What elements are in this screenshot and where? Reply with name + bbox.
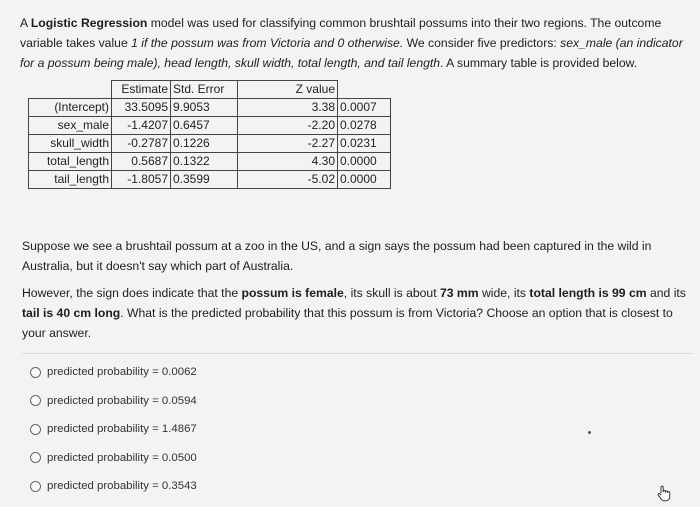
answer-option[interactable]	[30, 387, 197, 416]
option-label: predicted probability = 0.0500	[47, 451, 197, 464]
table-row: total_length 0.5687 0.1322 4.30 0.0000	[29, 153, 391, 171]
radio-button[interactable]	[30, 424, 41, 435]
header-estimate: Estimate	[112, 81, 171, 99]
divider	[22, 353, 694, 354]
answer-option[interactable]	[30, 358, 197, 387]
option-label: predicted probability = 0.3543	[47, 480, 197, 493]
answer-options	[30, 358, 197, 501]
hand-cursor-icon	[655, 484, 673, 502]
summary-table	[28, 80, 391, 189]
answer-option[interactable]	[30, 444, 197, 473]
table-row: sex_male -1.4207 0.6457 -2.20 0.0278	[29, 117, 391, 135]
table-row: (Intercept) 33.5095 9.9053 3.38 0.0007	[29, 99, 391, 117]
question-paragraph: However, the sign does indicate that the possum is female, its skull is about 73 mm wide, its total length is 99 cm and its tail is 40 cm long. What is the predicted probability that this possum is from Victoria? Choose an option that is closest to your answer.	[22, 286, 686, 340]
model-name: Logistic Regression	[30, 16, 148, 30]
scenario-paragraph: Suppose we see a brushtail possum at a zoo in the US, and a sign says the possum had been captured in the wild in Australia, but it doesn't say which part of Australia.	[22, 239, 652, 273]
answer-option[interactable]	[30, 415, 197, 444]
problem-intro: A Logistic Regression model was used for classifying common brushtail possums into their two regions. The outcome variable takes value 1 if the possum was from Victoria and 0 otherwise. We consider five predictors: sex_male (an indicator for a possum being male), head length, skull width, total length, and tail length. A summary table is provided below.	[20, 16, 683, 70]
radio-button[interactable]	[30, 367, 41, 378]
option-label: predicted probability = 1.4867	[47, 423, 197, 436]
header-z-value: Z value	[238, 81, 338, 99]
table-header-row	[29, 81, 391, 99]
radio-button[interactable]	[30, 452, 41, 463]
header-std-error: Std. Error	[171, 81, 238, 99]
table-row: tail_length -1.8057 0.3599 -5.02 0.0000	[29, 171, 391, 189]
stray-dot	[588, 431, 591, 434]
answer-option[interactable]	[30, 472, 197, 501]
option-label: predicted probability = 0.0594	[47, 394, 197, 407]
radio-button[interactable]	[30, 395, 41, 406]
option-label: predicted probability = 0.0062	[47, 366, 197, 379]
table-row: skull_width -0.2787 0.1226 -2.27 0.0231	[29, 135, 391, 153]
radio-button[interactable]	[30, 481, 41, 492]
